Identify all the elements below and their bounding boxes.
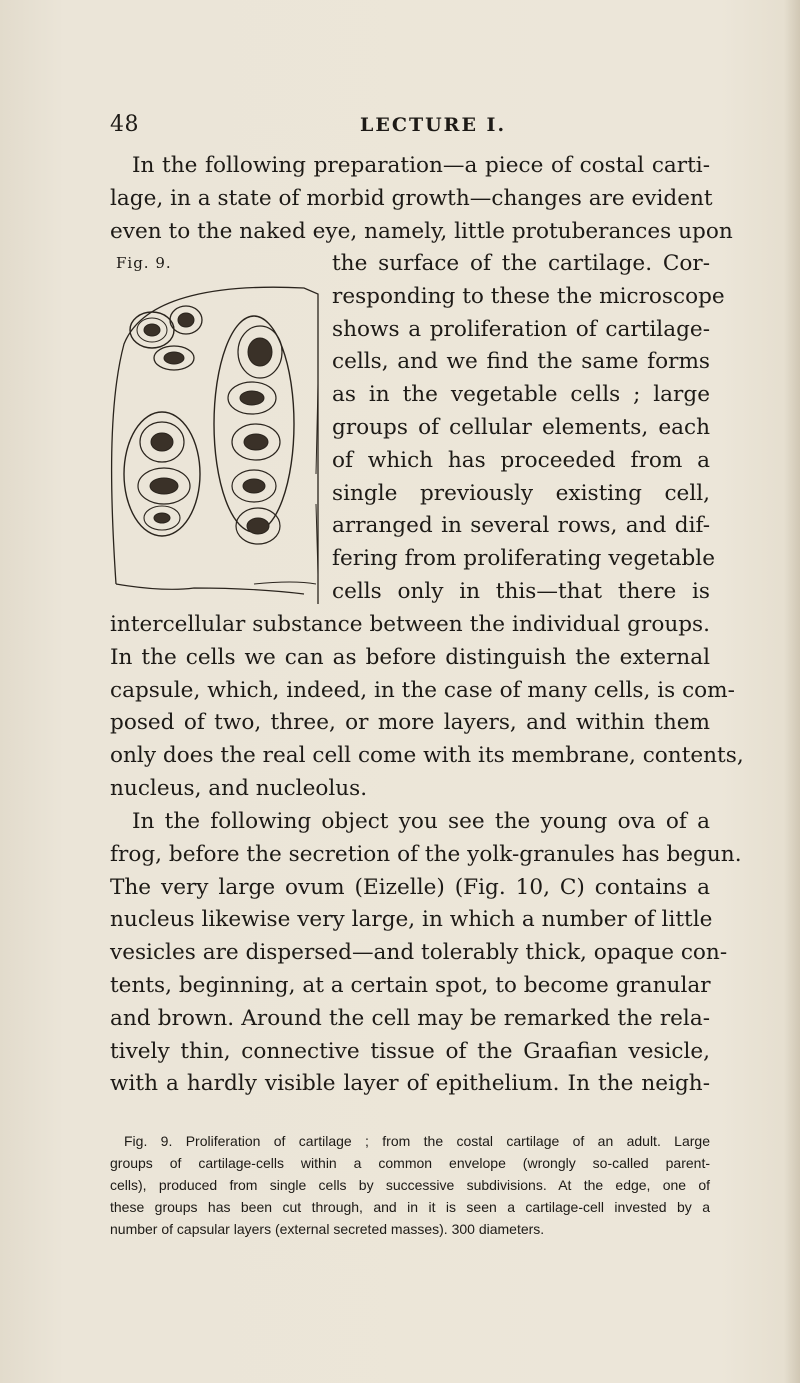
text-line: shows a proliferation of cartilage- (332, 316, 710, 342)
text-line: cells only in this—that there is (332, 578, 710, 604)
caption-line: cells), produced from single cells by successive subdivisions. At the edge, one of (110, 1177, 710, 1193)
caption-line: Fig. 9. Proliferation of cartilage ; from the costal cartilage of an adult. Large (124, 1133, 710, 1149)
text-line: arranged in several rows, and dif- (332, 513, 710, 539)
text-line: groups of cellular elements, each (332, 414, 710, 440)
text-line: nucleus, and nucleolus. (110, 775, 368, 801)
text-line: intercellular substance between the individual groups. (110, 612, 710, 637)
figure-label: Fig. 9. (116, 254, 172, 272)
page-header (110, 112, 710, 142)
cell-group (130, 306, 202, 370)
text-line: only does the real cell come with its membrane, contents, (110, 743, 744, 769)
paragraph-1-wrap (332, 248, 725, 609)
paragraph-1-bottom (110, 609, 744, 806)
text-line: responding to these the microscope (332, 283, 725, 309)
paragraph-1-top (110, 150, 733, 248)
figure-caption (110, 1130, 710, 1240)
text-line: fering from proliferating vegetable (332, 546, 715, 572)
caption-line: groups of cartilage-cells within a common envelope (wrongly so-called parent- (110, 1155, 710, 1171)
cell-group (214, 316, 294, 544)
caption-line: these groups has been cut through, and in it is seen a cartilage-cell invested by a (110, 1199, 710, 1215)
text-line: The very large ovum (Eizelle) (Fig. 10, C) contains a (110, 874, 710, 900)
text-line: posed of two, three, or more layers, and within them (110, 710, 710, 736)
text-line: even to the naked eye, namely, little protuberances upon (110, 218, 733, 244)
text-line: with a hardly visible layer of epithelium. In the neigh- (110, 1071, 710, 1097)
cartilage-illustration (104, 274, 324, 604)
page-gutter-shadow (784, 0, 800, 1383)
page-number: 48 (110, 112, 139, 137)
cell-group (124, 412, 200, 536)
running-head: LECTURE I. (360, 114, 507, 136)
paragraph-2 (110, 806, 742, 1101)
text-line: the surface of the cartilage. Cor- (332, 251, 710, 276)
text-line: lage, in a state of morbid growth—changes are evident (110, 185, 713, 211)
text-line: In the cells we can as before distinguish the external (110, 644, 710, 670)
text-line: of which has proceeded from a (332, 447, 710, 473)
text-line: capsule, which, indeed, in the case of many cells, is com- (110, 677, 735, 703)
text-line: nucleus likewise very large, in which a number of little (110, 907, 713, 933)
text-line: In the following object you see the young ova of a (132, 809, 710, 834)
text-line: and brown. Around the cell may be remarked the rela- (110, 1005, 710, 1031)
text-line: In the following preparation—a piece of costal carti- (132, 153, 710, 178)
text-line: tively thin, connective tissue of the Graafian vesicle, (110, 1038, 710, 1064)
text-line: cells, and we find the same forms (332, 349, 710, 375)
text-line: frog, before the secretion of the yolk-granules has begun. (110, 841, 742, 867)
text-line: as in the vegetable cells ; large (332, 382, 710, 408)
text-line: single previously existing cell, (332, 480, 710, 506)
text-line: vesicles are dispersed—and tolerably thick, opaque con- (110, 940, 728, 966)
text-line: tents, beginning, at a certain spot, to become granular (110, 972, 711, 998)
caption-line: number of capsular layers (external secreted masses). 300 diameters. (110, 1221, 545, 1237)
